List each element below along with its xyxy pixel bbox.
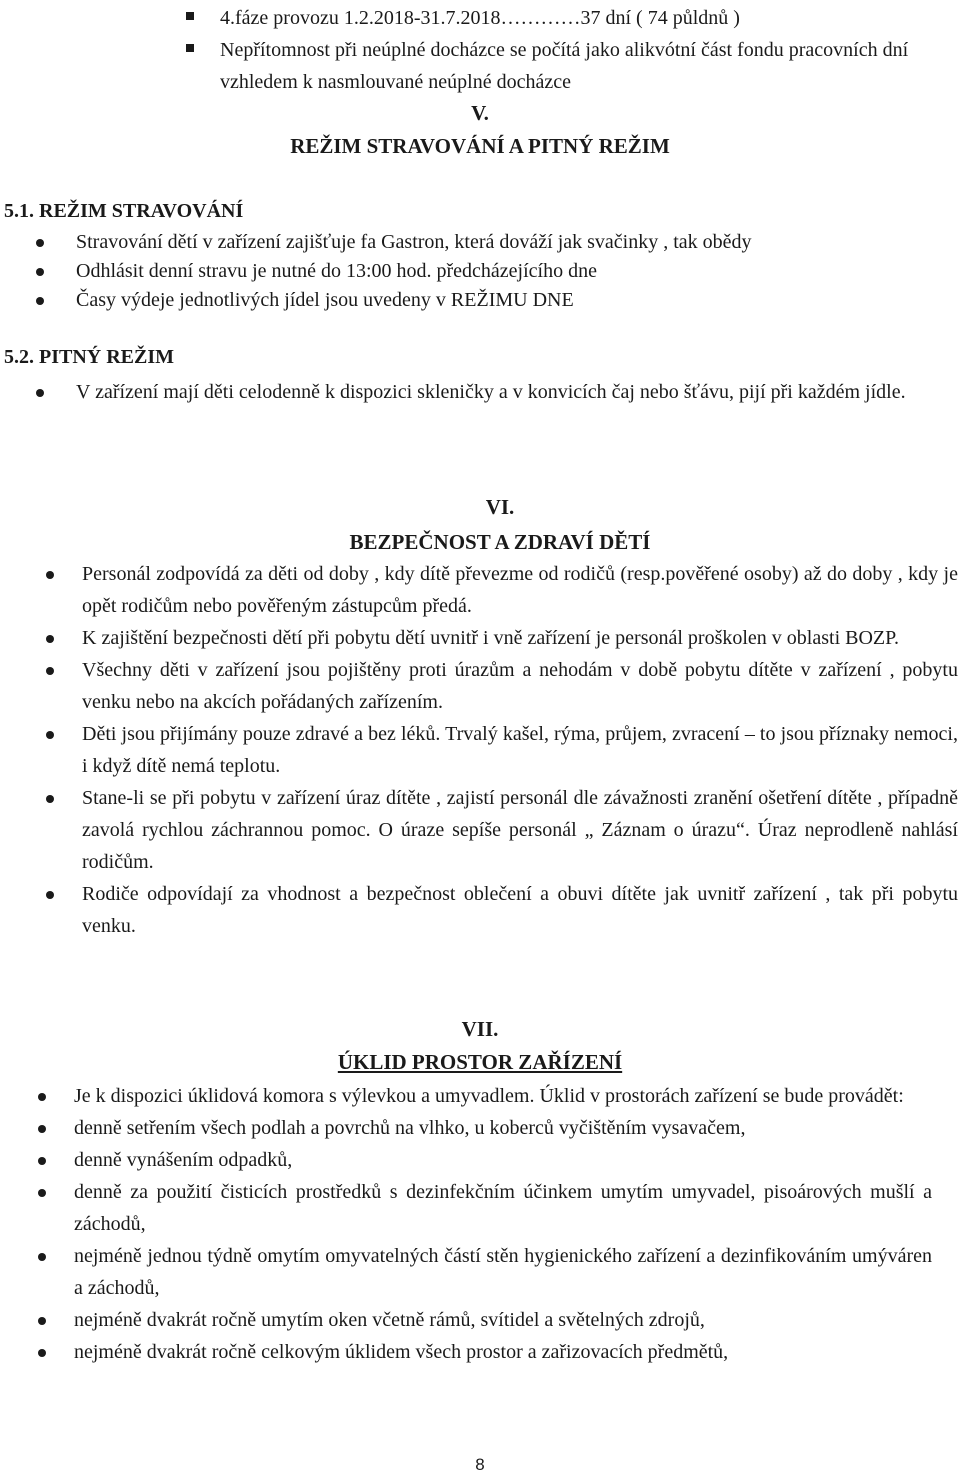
- bullet-icon: [38, 1253, 46, 1261]
- list-item: [46, 622, 958, 654]
- list-item-text: nejméně dvakrát ročně celkovým úklidem všech prostor a zařizovacích předmětů,: [74, 1341, 729, 1363]
- list-item-text: nejméně jednou týdně omytím omyvatelných částí stěn hygienického zařízení a dezinfikováním umýváren a záchodů,: [74, 1245, 932, 1299]
- section-5-1-list: [36, 228, 936, 315]
- list-item-text: V zařízení mají děti celodenně k dispozici skleničky a v konvicích čaj nebo šťávu, pijí při každém jídle.: [76, 381, 906, 403]
- bullet-icon: [46, 635, 54, 643]
- list-item: [186, 34, 960, 98]
- list-item-text: Stravování dětí v zařízení zajišťuje fa Gastron, která dováží jak svačinky , tak obědy: [76, 231, 752, 253]
- chapter-vii-number: VII.: [461, 1017, 499, 1041]
- square-bullet-icon: [186, 44, 194, 52]
- list-item: [46, 558, 958, 622]
- list-item-text: Všechny děti v zařízení jsou pojištěny proti úrazům a nehodám v době pobytu dítěte v zařízení , pobytu venku nebo na akcích pořádaných zařízením.: [82, 659, 958, 713]
- section-5-2-heading: 5.2. PITNÝ REŽIM: [4, 346, 175, 368]
- bullet-icon: [38, 1189, 46, 1197]
- bullet-icon: [46, 667, 54, 675]
- top-square-list: [186, 2, 960, 98]
- bullet-icon: [46, 571, 54, 579]
- list-item: [38, 1080, 932, 1112]
- list-item-text: denně vynášením odpadků,: [74, 1149, 293, 1171]
- section-5-2-list: [36, 376, 956, 408]
- list-item: [46, 654, 958, 718]
- bullet-icon: [38, 1093, 46, 1101]
- list-item-text: Děti jsou přijímány pouze zdravé a bez léků. Trvalý kašel, rýma, průjem, zvracení – to jsou příznaky nemoci, i když dítě nemá teplotu.: [82, 723, 958, 777]
- bullet-icon: [38, 1157, 46, 1165]
- bullet-icon: [46, 795, 54, 803]
- bullet-icon: [36, 239, 44, 247]
- chapter-vi-list: [46, 558, 958, 942]
- list-item-text: Nepřítomnost při neúplné docházce se počítá jako alikvótní část fondu pracovních dní vzhledem k nasmlouvané neúplné docházce: [220, 39, 909, 93]
- list-item: [36, 257, 936, 286]
- chapter-vii-title: ÚKLID PROSTOR ZAŘÍZENÍ: [337, 1050, 623, 1074]
- list-item: [38, 1176, 932, 1240]
- bullet-icon: [36, 389, 44, 397]
- list-item: [46, 718, 958, 782]
- square-bullet-icon: [186, 12, 194, 20]
- chapter-v-title: REŽIM STRAVOVÁNÍ A PITNÝ REŽIM: [290, 134, 670, 158]
- list-item-text: Časy výdeje jednotlivých jídel jsou uvedeny v REŽIMU DNE: [76, 289, 574, 311]
- bullet-icon: [38, 1349, 46, 1357]
- list-item-text: Je k dispozici úklidová komora s výlevkou a umyvadlem. Úklid v prostorách zařízení se bude provádět:: [74, 1085, 904, 1107]
- list-item: [36, 286, 936, 315]
- list-item: [38, 1240, 932, 1304]
- bullet-icon: [36, 297, 44, 305]
- list-item-text: Odhlásit denní stravu je nutné do 13:00 hod. předcházejícího dne: [76, 260, 597, 282]
- list-item: [38, 1304, 932, 1336]
- section-5-1-heading: 5.1. REŽIM STRAVOVÁNÍ: [4, 200, 244, 222]
- bullet-icon: [46, 891, 54, 899]
- list-item: [46, 878, 958, 942]
- list-item: [38, 1336, 932, 1368]
- list-item: [186, 2, 960, 34]
- list-item-text: K zajištění bezpečnosti dětí při pobytu dětí uvnitř i vně zařízení je personál proškolen v oblasti BOZP.: [82, 627, 900, 649]
- chapter-vi-number: VI.: [485, 495, 515, 519]
- list-item-text: 4.fáze provozu 1.2.2018-31.7.2018…………37 dní ( 74 půldnů ): [220, 7, 740, 29]
- list-item-text: Rodiče odpovídají za vhodnost a bezpečnost oblečení a obuvi dítěte jak uvnitř zařízení , tak při pobytu venku.: [82, 883, 958, 937]
- bullet-icon: [46, 731, 54, 739]
- bullet-icon: [36, 268, 44, 276]
- list-item: [38, 1112, 932, 1144]
- list-item: [46, 782, 958, 878]
- chapter-v-number: V.: [471, 101, 489, 125]
- list-item-text: denně setřením všech podlah a povrchů na vlhko, u koberců vyčištěním vysavačem,: [74, 1117, 746, 1139]
- bullet-icon: [38, 1317, 46, 1325]
- list-item-text: Stane-li se při pobytu v zařízení úraz dítěte , zajistí personál dle závažnosti zranění ošetření dítěte , případně zavolá rychlou záchrannou pomoc. O úraze sepíše personál „ Záznam o úrazu“. Úraz neprodleně nahlásí rodičům.: [82, 787, 958, 873]
- bullet-icon: [38, 1125, 46, 1133]
- list-item: [36, 228, 936, 257]
- list-item-text: denně za použití čisticích prostředků s dezinfekčním účinkem umytím umyvadel, pisoárových mušlí a záchodů,: [74, 1181, 932, 1235]
- list-item-text: Personál zodpovídá za děti od doby , kdy dítě převezme od rodičů (resp.pověřené osoby) až do doby , kdy je opět rodičům nebo pověřeným zástupcům předá.: [82, 563, 958, 617]
- page-number: 8: [475, 1455, 485, 1474]
- list-item-text: nejméně dvakrát ročně umytím oken včetně rámů, svítidel a světelných zdrojů,: [74, 1309, 705, 1331]
- list-item: [36, 376, 956, 408]
- list-item: [38, 1144, 932, 1176]
- chapter-vi-title: BEZPEČNOST A ZDRAVÍ DĚTÍ: [349, 530, 651, 554]
- chapter-vii-list: [38, 1080, 932, 1368]
